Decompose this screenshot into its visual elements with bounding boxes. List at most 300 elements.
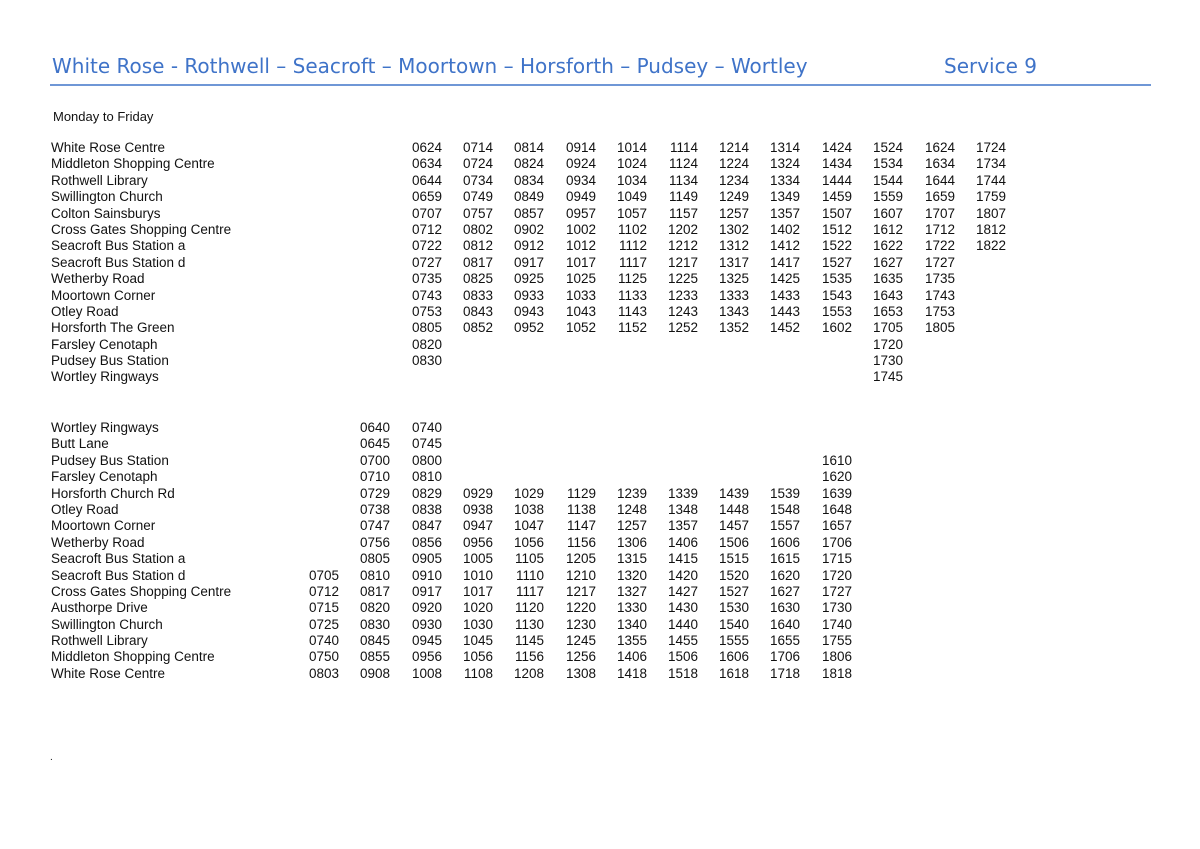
departure-time: 1520	[718, 567, 749, 583]
departure-time: 1024	[616, 156, 647, 172]
stop-name: Horsforth The Green	[51, 320, 175, 336]
departure-time: 1208	[513, 665, 544, 681]
departure-time: 0917	[411, 583, 442, 599]
departure-time: 1559	[872, 189, 903, 205]
departure-time: 1543	[821, 287, 852, 303]
departure-time: 0724	[462, 156, 493, 172]
departure-time: 1120	[514, 600, 544, 616]
departure-time: 1822	[975, 238, 1006, 254]
departure-time: 1234	[718, 172, 749, 188]
departure-time: 1156	[514, 649, 544, 665]
departure-time: 1715	[821, 551, 852, 567]
departure-time: 1418	[616, 665, 647, 681]
departure-time: 0933	[513, 287, 544, 303]
departure-time: 1535	[821, 271, 852, 287]
departure-time: 0824	[513, 156, 544, 172]
departure-time: 1029	[513, 485, 544, 501]
departure-time: 1214	[718, 140, 749, 155]
departure-time: 1047	[513, 518, 544, 534]
stop-name: Moortown Corner	[51, 287, 156, 303]
departure-time: 1252	[667, 320, 698, 336]
departure-time: 0934	[565, 172, 596, 188]
departure-time: 1105	[514, 551, 544, 567]
header-rule	[50, 84, 1151, 86]
departure-time: 1145	[514, 633, 544, 649]
departure-time: 1225	[667, 271, 698, 287]
departure-time: 0725	[308, 616, 339, 632]
departure-time: 1249	[718, 189, 749, 205]
departure-time: 0753	[411, 303, 442, 319]
departure-time: 0756	[359, 534, 390, 550]
stop-name: Butt Lane	[51, 436, 109, 452]
departure-time: 1720	[872, 336, 903, 352]
departure-time: 0902	[513, 221, 544, 237]
departure-time: 1330	[616, 600, 647, 616]
departure-time: 0820	[411, 336, 442, 352]
departure-time: 0845	[359, 633, 390, 649]
departure-time: 1012	[565, 238, 596, 254]
departure-time: 0810	[359, 567, 390, 583]
departure-time: 1506	[667, 649, 698, 665]
departure-time: 0943	[513, 303, 544, 319]
departure-time: 0729	[359, 485, 390, 501]
stop-name: Moortown Corner	[51, 518, 156, 534]
departure-time: 1243	[667, 303, 698, 319]
departure-time: 1357	[769, 205, 800, 221]
departure-time: 1112	[618, 238, 647, 254]
departure-time: 1002	[565, 221, 596, 237]
departure-time: 1149	[668, 189, 698, 205]
departure-time: 0802	[462, 221, 493, 237]
departure-time: 1220	[565, 600, 596, 616]
departure-time: 0812	[462, 238, 493, 254]
departure-time: 1735	[924, 271, 955, 287]
departure-time: 1312	[718, 238, 749, 254]
departure-time: 1017	[462, 583, 493, 599]
departure-time: 1056	[462, 649, 493, 665]
departure-time: 1805	[924, 320, 955, 336]
departure-time: 1527	[821, 254, 852, 270]
departure-time: 1045	[462, 633, 493, 649]
departure-time: 0945	[411, 633, 442, 649]
departure-time: 1759	[975, 189, 1006, 205]
departure-time: 1553	[821, 303, 852, 319]
departure-time: 1357	[667, 518, 698, 534]
departure-time: 1627	[872, 254, 903, 270]
departure-time: 1524	[872, 140, 903, 155]
departure-time: 1349	[769, 189, 800, 205]
departure-time: 0712	[411, 221, 442, 237]
departure-time: 0814	[513, 140, 544, 155]
stop-name: Wortley Ringways	[51, 420, 159, 435]
departure-time: 1147	[566, 518, 596, 534]
departure-time: 1615	[769, 551, 800, 567]
departure-time: 1217	[667, 254, 698, 270]
departure-time: 1630	[769, 600, 800, 616]
departure-time: 1430	[667, 600, 698, 616]
departure-time: 0910	[411, 567, 442, 583]
departure-time: 1457	[718, 518, 749, 534]
stop-name: Swillington Church	[51, 189, 163, 205]
departure-time: 1102	[617, 221, 647, 237]
days-of-operation: Monday to Friday	[53, 109, 154, 124]
departure-time: 1233	[667, 287, 698, 303]
stop-name: Middleton Shopping Centre	[51, 649, 215, 665]
departure-time: 1014	[616, 140, 647, 155]
departure-time: 1125	[617, 271, 647, 287]
stop-name: Cross Gates Shopping Centre	[51, 583, 232, 599]
stop-name: Cross Gates Shopping Centre	[51, 221, 232, 237]
departure-time: 0645	[359, 436, 390, 452]
departure-time: 1620	[769, 567, 800, 583]
departure-time: 0847	[411, 518, 442, 534]
departure-time: 0805	[359, 551, 390, 567]
departure-time: 1320	[616, 567, 647, 583]
departure-time: 1648	[821, 501, 852, 517]
departure-time: 1540	[718, 616, 749, 632]
departure-time: 1818	[821, 665, 852, 681]
departure-time: 1705	[872, 320, 903, 336]
departure-time: 1607	[872, 205, 903, 221]
departure-time: 0743	[411, 287, 442, 303]
departure-time: 0830	[411, 353, 442, 369]
stop-name: Colton Sainsburys	[51, 205, 161, 221]
departure-time: 1620	[821, 469, 852, 485]
departure-time: 0707	[411, 205, 442, 221]
departure-time: 0956	[411, 649, 442, 665]
departure-time: 1712	[924, 221, 955, 237]
departure-time: 1639	[821, 485, 852, 501]
departure-time: 1743	[924, 287, 955, 303]
departure-time: 1439	[718, 485, 749, 501]
departure-time: 1522	[821, 238, 852, 254]
departure-time: 0740	[411, 420, 442, 435]
departure-time: 1110	[515, 567, 544, 583]
departure-time: 1412	[769, 238, 800, 254]
departure-time: 1753	[924, 303, 955, 319]
departure-time: 0634	[411, 156, 442, 172]
departure-time: 1352	[718, 320, 749, 336]
departure-time: 1644	[924, 172, 955, 188]
departure-time: 1340	[616, 616, 647, 632]
departure-time: 1417	[769, 254, 800, 270]
departure-time: 1248	[616, 501, 647, 517]
departure-time: 0957	[565, 205, 596, 221]
departure-time: 1548	[769, 501, 800, 517]
departure-time: 1734	[975, 156, 1006, 172]
departure-time: 0659	[411, 189, 442, 205]
departure-time: 0930	[411, 616, 442, 632]
departure-time: 1334	[769, 172, 800, 188]
departure-time: 0735	[411, 271, 442, 287]
departure-time: 1339	[667, 485, 698, 501]
departure-time: 1612	[872, 221, 903, 237]
departure-time: 1210	[565, 567, 596, 583]
page-header	[52, 54, 1150, 82]
departure-time: 0624	[411, 140, 442, 155]
departure-time: 0925	[513, 271, 544, 287]
departure-time: 1806	[821, 649, 852, 665]
departure-time: 0855	[359, 649, 390, 665]
departure-time: 0644	[411, 172, 442, 188]
departure-time: 1038	[513, 501, 544, 517]
departure-time: 0849	[513, 189, 544, 205]
departure-time: 0830	[359, 616, 390, 632]
departure-time: 1740	[821, 616, 852, 632]
departure-time: 1202	[667, 221, 698, 237]
departure-time: 1008	[411, 665, 442, 681]
departure-time: 1444	[821, 172, 852, 188]
departure-time: 1143	[617, 303, 647, 319]
departure-time: 0757	[462, 205, 493, 221]
departure-time: 1239	[616, 485, 647, 501]
departure-time: 0722	[411, 238, 442, 254]
departure-time: 1302	[718, 221, 749, 237]
departure-time: 1257	[718, 205, 749, 221]
stop-name: Pudsey Bus Station	[51, 353, 169, 369]
departure-time: 1555	[718, 633, 749, 649]
departure-time: 0820	[359, 600, 390, 616]
departure-time: 1622	[872, 238, 903, 254]
departure-time: 1657	[821, 518, 852, 534]
departure-time: 1156	[566, 534, 596, 550]
departure-time: 0952	[513, 320, 544, 336]
departure-time: 1114	[669, 140, 698, 155]
stop-name: Seacroft Bus Station a	[51, 238, 186, 254]
departure-time: 0727	[411, 254, 442, 270]
departure-time: 1010	[462, 567, 493, 583]
departure-time: 0857	[513, 205, 544, 221]
stop-name: Horsforth Church Rd	[51, 485, 175, 501]
departure-time: 1327	[616, 583, 647, 599]
departure-time: 1133	[617, 287, 647, 303]
departure-time: 1406	[667, 534, 698, 550]
departure-time: 0810	[411, 469, 442, 485]
route-title: White Rose - Rothwell – Seacroft – Moortown – Horsforth – Pudsey – Wortley	[52, 54, 808, 78]
stop-name: Wetherby Road	[51, 534, 145, 550]
departure-time: 1049	[616, 189, 647, 205]
departure-time: 1440	[667, 616, 698, 632]
departure-time: 0805	[411, 320, 442, 336]
departure-time: 1152	[617, 320, 647, 336]
stop-name: Seacroft Bus Station d	[51, 567, 186, 583]
departure-time: 0914	[565, 140, 596, 155]
departure-time: 0905	[411, 551, 442, 567]
departure-time: 1205	[565, 551, 596, 567]
departure-time: 1515	[718, 551, 749, 567]
departure-time: 1635	[872, 271, 903, 287]
departure-time: 1730	[872, 353, 903, 369]
departure-time: 0817	[359, 583, 390, 599]
departure-time: 1718	[769, 665, 800, 681]
departure-time: 1020	[462, 600, 493, 616]
departure-time: 0740	[308, 633, 339, 649]
departure-time: 0749	[462, 189, 493, 205]
departure-time: 0920	[411, 600, 442, 616]
departure-time: 1325	[718, 271, 749, 287]
departure-time: 1507	[821, 205, 852, 221]
departure-time: 1134	[668, 172, 698, 188]
departure-time: 1602	[821, 320, 852, 336]
departure-time: 0710	[359, 469, 390, 485]
departure-time: 1606	[718, 649, 749, 665]
departure-time: 1459	[821, 189, 852, 205]
departure-time: 1655	[769, 633, 800, 649]
departure-time: 0917	[513, 254, 544, 270]
departure-time: 0700	[359, 452, 390, 468]
departure-time: 1017	[565, 254, 596, 270]
departure-time: 1506	[718, 534, 749, 550]
service-label: Service 9	[944, 54, 1037, 78]
departure-time: 1034	[616, 172, 647, 188]
departure-time: 1706	[821, 534, 852, 550]
departure-time: 1455	[667, 633, 698, 649]
departure-time: 1443	[769, 303, 800, 319]
departure-time: 0734	[462, 172, 493, 188]
departure-time: 0745	[411, 436, 442, 452]
departure-time: 0747	[359, 518, 390, 534]
departure-time: 1129	[566, 485, 596, 501]
departure-time: 1640	[769, 616, 800, 632]
departure-time: 1606	[769, 534, 800, 550]
stop-name: Farsley Cenotaph	[51, 336, 158, 352]
departure-time: 1117	[515, 583, 544, 599]
departure-time: 0712	[308, 583, 339, 599]
departure-time: 1627	[769, 583, 800, 599]
departure-time: 0924	[565, 156, 596, 172]
stop-name: Wortley Ringways	[51, 369, 159, 385]
departure-time: 1306	[616, 534, 647, 550]
stop-name: Otley Road	[51, 303, 119, 319]
departure-time: 1624	[924, 140, 955, 155]
departure-time: 1230	[565, 616, 596, 632]
departure-time: 0908	[359, 665, 390, 681]
departure-time: 0949	[565, 189, 596, 205]
departure-time: 0825	[462, 271, 493, 287]
departure-time: 1634	[924, 156, 955, 172]
departure-time: 1807	[975, 205, 1006, 221]
departure-time: 1707	[924, 205, 955, 221]
departure-time: 1544	[872, 172, 903, 188]
departure-time: 0843	[462, 303, 493, 319]
departure-time: 1406	[616, 649, 647, 665]
departure-time: 1745	[872, 369, 903, 385]
departure-time: 1257	[616, 518, 647, 534]
departure-time: 1124	[668, 156, 698, 172]
departure-time: 0912	[513, 238, 544, 254]
departure-time: 0750	[308, 649, 339, 665]
stop-name: Farsley Cenotaph	[51, 469, 158, 485]
departure-time: 1355	[616, 633, 647, 649]
departure-time: 0852	[462, 320, 493, 336]
departure-time: 1108	[463, 665, 493, 681]
departure-time: 1452	[769, 320, 800, 336]
departure-time: 0714	[462, 140, 493, 155]
stop-name: Wetherby Road	[51, 271, 145, 287]
departure-time: 0929	[462, 485, 493, 501]
departure-time: 1557	[769, 518, 800, 534]
departure-time: 0803	[308, 665, 339, 681]
departure-time: 1333	[718, 287, 749, 303]
stop-name: White Rose Centre	[51, 140, 166, 155]
departure-time: 1720	[821, 567, 852, 583]
departure-time: 1527	[718, 583, 749, 599]
departure-time: 1130	[514, 616, 544, 632]
departure-time: 1433	[769, 287, 800, 303]
departure-time: 1706	[769, 649, 800, 665]
departure-time: 1724	[975, 140, 1006, 155]
departure-time: 1056	[513, 534, 544, 550]
departure-time: 0738	[359, 501, 390, 517]
stop-name: Austhorpe Drive	[51, 600, 148, 616]
departure-time: 1138	[566, 501, 596, 517]
departure-time: 0856	[411, 534, 442, 550]
departure-time: 0800	[411, 452, 442, 468]
departure-time: 0705	[308, 567, 339, 583]
departure-time: 1057	[616, 205, 647, 221]
departure-time: 0833	[462, 287, 493, 303]
departure-time: 1722	[924, 238, 955, 254]
departure-time: 1052	[565, 320, 596, 336]
departure-time: 0834	[513, 172, 544, 188]
departure-time: 1256	[565, 649, 596, 665]
departure-time: 1317	[718, 254, 749, 270]
departure-time: 1224	[718, 156, 749, 172]
departure-time: 1402	[769, 221, 800, 237]
departure-time: 1727	[924, 254, 955, 270]
departure-time: 1653	[872, 303, 903, 319]
departure-time: 0938	[462, 501, 493, 517]
departure-time: 0947	[462, 518, 493, 534]
departure-time: 1212	[667, 238, 698, 254]
departure-time: 1348	[667, 501, 698, 517]
departure-time: 1744	[975, 172, 1006, 188]
departure-time: 1530	[718, 600, 749, 616]
departure-time: 1434	[821, 156, 852, 172]
departure-time: 1025	[565, 271, 596, 287]
stop-name: Pudsey Bus Station	[51, 452, 169, 468]
departure-time: 1315	[616, 551, 647, 567]
departure-time: 1727	[821, 583, 852, 599]
departure-time: 0956	[462, 534, 493, 550]
departure-time: 1117	[618, 254, 647, 270]
stop-name: Swillington Church	[51, 616, 163, 632]
departure-time: 1448	[718, 501, 749, 517]
footnote: .	[50, 752, 53, 763]
stop-name: Middleton Shopping Centre	[51, 156, 215, 172]
departure-time: 1245	[565, 633, 596, 649]
departure-time: 0817	[462, 254, 493, 270]
departure-time: 1314	[769, 140, 800, 155]
departure-time: 1324	[769, 156, 800, 172]
departure-time: 1610	[821, 452, 852, 468]
departure-time: 0640	[359, 420, 390, 435]
departure-time: 1618	[718, 665, 749, 681]
stop-name: Rothwell Library	[51, 633, 148, 649]
departure-time: 1643	[872, 287, 903, 303]
departure-time: 1308	[565, 665, 596, 681]
stop-name: Otley Road	[51, 501, 119, 517]
departure-time: 1415	[667, 551, 698, 567]
departure-time: 1755	[821, 633, 852, 649]
departure-time: 1043	[565, 303, 596, 319]
departure-time: 1518	[667, 665, 698, 681]
departure-time: 1424	[821, 140, 852, 155]
departure-time: 1420	[667, 567, 698, 583]
departure-time: 1659	[924, 189, 955, 205]
departure-time: 1427	[667, 583, 698, 599]
departure-time: 1512	[821, 221, 852, 237]
